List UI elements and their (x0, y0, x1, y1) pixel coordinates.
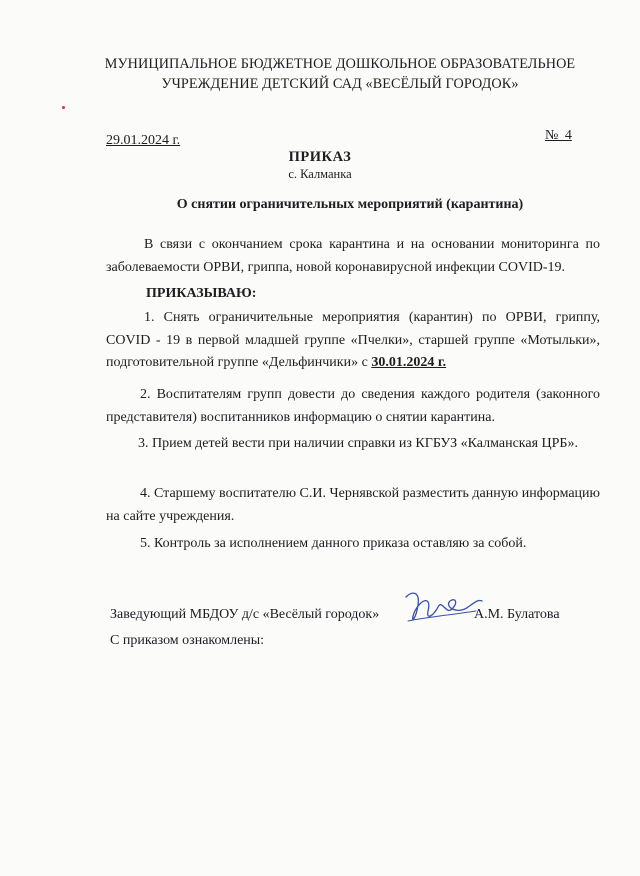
org-name-line-1: МУНИЦИПАЛЬНОЕ БЮДЖЕТНОЕ ДОШКОЛЬНОЕ ОБРАЗОВАТЕЛЬНОЕ (104, 56, 576, 72)
acknowledgement-label: С приказом ознакомлены: (110, 633, 265, 648)
order-item-5: 5. Контроль за исполнением данного приказа оставляю за собой. (140, 536, 527, 551)
organization-header (60, 54, 620, 94)
handwritten-signature (398, 585, 484, 637)
document-subject: О снятии ограничительных мероприятий (карантина) (176, 197, 524, 212)
order-date: 29.01.2024 г. (106, 133, 181, 148)
document-title: ПРИКАЗ (288, 149, 352, 165)
intro-paragraph: В связи с окончанием срока карантина и на основании мониторинга по заболеваемости ОРВИ, гриппа, новой коронавирусной инфекции COVID-19. (106, 237, 600, 275)
org-name-line-2: УЧРЕЖДЕНИЕ ДЕТСКИЙ САД «ВЕСЁЛЫЙ ГОРОДОК» (161, 76, 519, 92)
order-number: № 4 (545, 128, 572, 143)
order-item-1-text: 1. Снять ограничительные мероприятия (карантин) по ОРВИ, гриппу, COVID - 19 в первой младшей группе «Пчелки», старшей группе «Мотыльки», подготовительной группе «Дельфинчики» с (106, 310, 600, 370)
decree-heading: ПРИКАЗЫВАЮ: (146, 286, 257, 301)
ink-dot-mark (62, 106, 65, 109)
signatory-name: А.М. Булатова (474, 607, 560, 622)
order-item-1 (106, 307, 600, 375)
signatory-position: Заведующий МБДОУ д/с «Весёлый городок» (110, 607, 380, 622)
document-city: с. Калманка (288, 167, 352, 181)
order-item-1-deadline: 30.01.2024 г. (371, 355, 447, 370)
order-item-4: 4. Старшему воспитателю С.И. Чернявской разместить данную информацию на сайте учреждения. (106, 486, 600, 524)
order-item-3: 3. Прием детей вести при наличии справки из КГБУЗ «Калманская ЦРБ». (138, 436, 578, 451)
order-item-2: 2. Воспитателям групп довести до сведения каждого родителя (законного представителя) воспитанников информацию о снятии карантина. (106, 387, 600, 425)
